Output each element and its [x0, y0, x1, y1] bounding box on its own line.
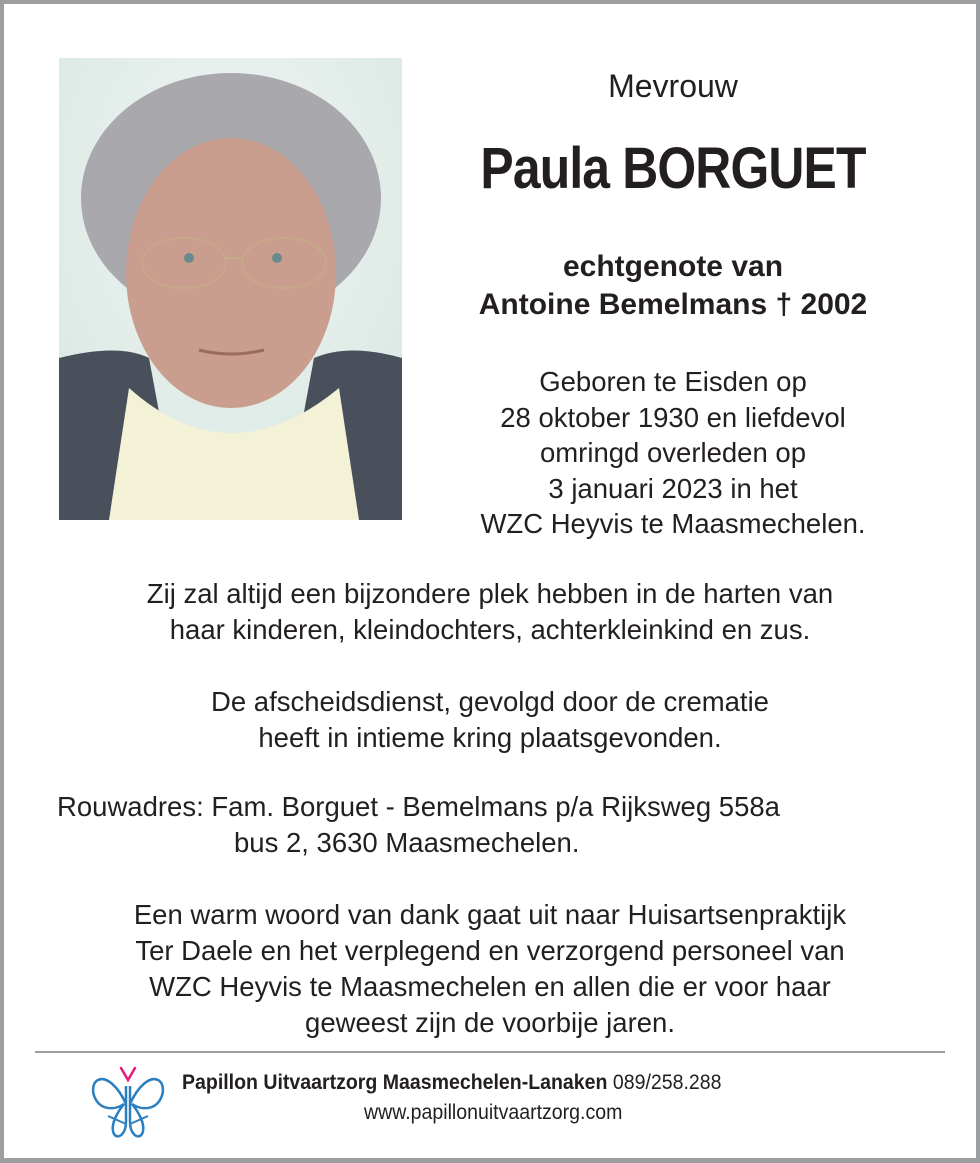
deceased-name: Paula BORGUET — [480, 136, 866, 201]
paragraph-line: WZC Heyvis te Maasmechelen en allen die er voor haar — [149, 971, 831, 1002]
portrait-photo — [59, 58, 402, 520]
obituary-card — [4, 4, 976, 1158]
biography — [418, 364, 928, 542]
spouse-line-1: echtgenote van — [562, 250, 784, 283]
paragraph-line: Ter Daele en het verplegend en verzorgend personeel van — [135, 935, 845, 966]
paragraph-line: heeft in intieme kring plaatsgevonden. — [258, 722, 722, 753]
butterfly-logo-icon — [88, 1064, 168, 1142]
thanks-paragraph — [4, 897, 976, 1041]
portrait-image — [59, 58, 402, 520]
service-paragraph — [4, 684, 976, 756]
paragraph-line: bus 2, 3630 Maasmechelen. — [234, 827, 580, 858]
bio-line: 3 januari 2023 in het — [548, 472, 798, 504]
salutation: Mevrouw — [608, 68, 738, 104]
paragraph-line: Een warm woord van dank gaat uit naar Huisartsenpraktijk — [133, 899, 847, 930]
footer-divider — [35, 1051, 945, 1053]
paragraph-line: geweest zijn de voorbije jaren. — [305, 1007, 675, 1038]
funeral-home-website[interactable]: www.papillonuitvaartzorg.com — [364, 1101, 623, 1124]
paragraph-line: De afscheidsdienst, gevolgd door de crematie — [211, 686, 769, 717]
funeral-home-phone[interactable]: 089/258.288 — [612, 1071, 722, 1094]
bio-line: Geboren te Eisden op — [539, 366, 807, 397]
spouse-line-2: Antoine Bemelmans † 2002 — [478, 288, 868, 321]
address-paragraph — [57, 789, 887, 861]
bio-line: WZC Heyvis te Maasmechelen. — [480, 508, 866, 539]
bio-line: 28 oktober 1930 en liefdevol — [500, 401, 846, 433]
spouse-info — [418, 248, 928, 324]
paragraph-line: Rouwadres: Fam. Borguet - Bemelmans p/a Rijksweg 558a — [57, 791, 780, 822]
paragraph-line: haar kinderen, kleindochters, achterkleinkind en zus. — [169, 614, 811, 645]
bio-line: omringd overleden op — [539, 437, 806, 468]
family-paragraph — [4, 576, 976, 648]
paragraph-line: Zij zal altijd een bijzondere plek hebben in de harten van — [146, 578, 834, 609]
funeral-home-name: Papillon Uitvaartzorg Maasmechelen-Lanaken — [182, 1071, 608, 1094]
funeral-home-line — [182, 1070, 722, 1096]
